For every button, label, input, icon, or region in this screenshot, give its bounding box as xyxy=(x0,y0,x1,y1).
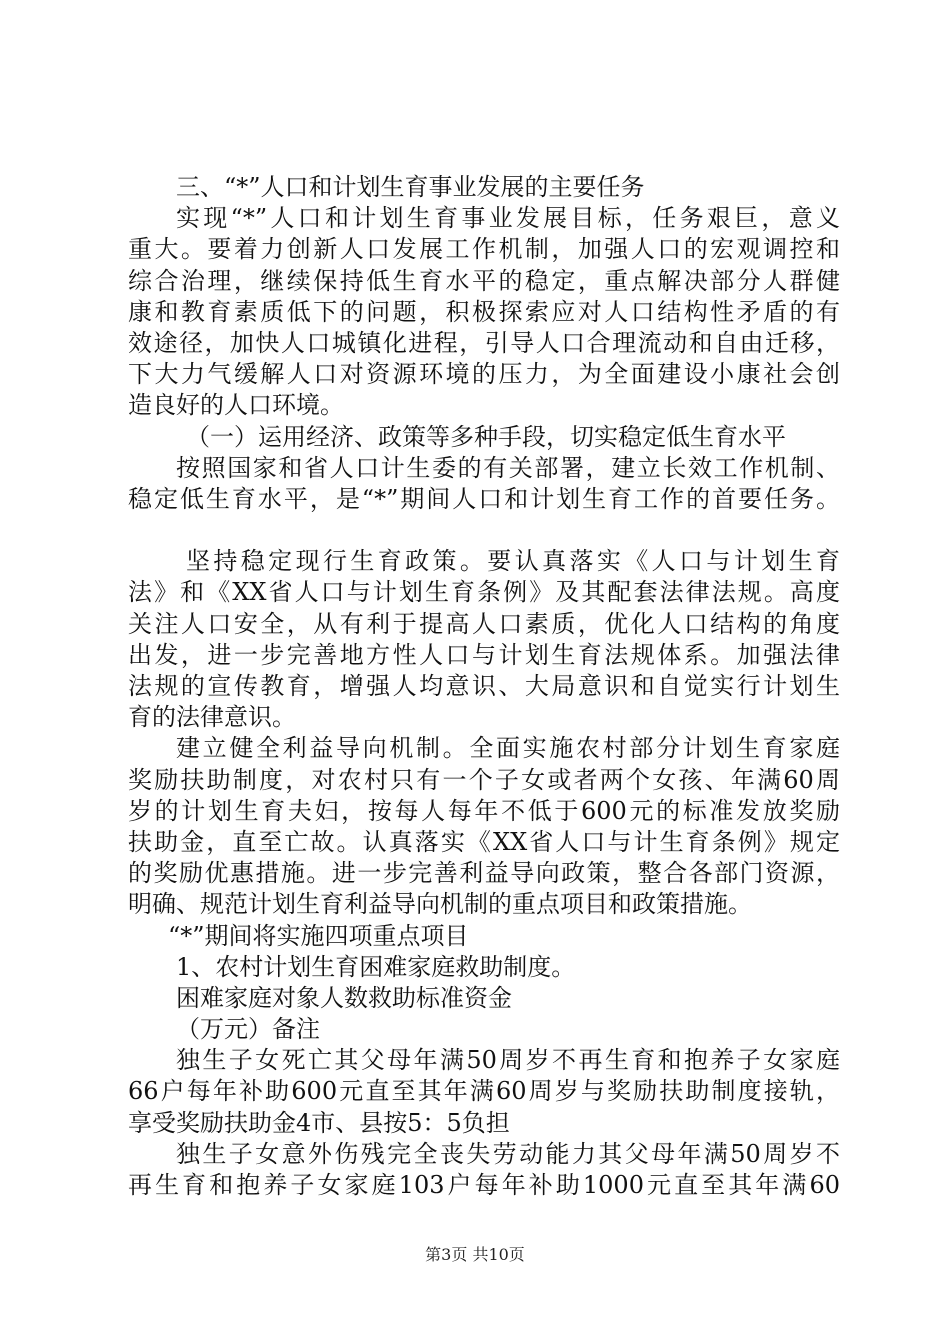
paragraph-line: 奖励扶助制度，对农村只有一个子女或者两个女孩、年满60周 xyxy=(128,765,840,794)
paragraph-line: 稳定低生育水平，是“*”期间人口和计划生育工作的首要任务。 xyxy=(128,484,840,513)
paragraph-line: 育的法律意识。 xyxy=(128,703,296,732)
table-row-text: 66户每年补助600元直至其年满60周岁与奖励扶助制度接轨， xyxy=(128,1077,840,1106)
list-item: 1、农村计划生育困难家庭救助制度。 xyxy=(176,952,576,981)
table-row-text: 独生子女意外伤残完全丧失劳动能力其父母年满50周岁不 xyxy=(176,1139,840,1168)
paragraph-line: 关注人口安全，从有利于提高人口素质，优化人口结构的角度 xyxy=(128,609,840,638)
paragraph-line: 康和教育素质低下的问题，积极探索应对人口结构性矛盾的有 xyxy=(128,297,840,326)
subsection-heading: （一）运用经济、政策等多种手段，切实稳定低生育水平 xyxy=(186,422,786,451)
paragraph-line: 法》和《XX省人口与计划生育条例》及其配套法律法规。高度 xyxy=(128,578,840,607)
paragraph-line: 的奖励优惠措施。进一步完善利益导向政策，整合各部门资源， xyxy=(128,859,840,888)
paragraph-line: 综合治理，继续保持低生育水平的稳定，重点解决部分人群健 xyxy=(128,266,840,295)
paragraph-line: 岁的计划生育夫妇，按每人每年不低于600元的标准发放奖励 xyxy=(128,796,840,825)
page-footer: 第3页 共10页 xyxy=(425,1245,525,1264)
table-row-text: 独生子女死亡其父母年满50周岁不再生育和抱养子女家庭 xyxy=(176,1046,840,1075)
paragraph-line: 造良好的人口环境。 xyxy=(128,391,344,420)
paragraph-line: 建立健全利益导向机制。全面实施农村部分计划生育家庭 xyxy=(176,734,840,763)
table-header-text: （万元）备注 xyxy=(176,1015,320,1044)
paragraph-line: 按照国家和省人口计生委的有关部署，建立长效工作机制、 xyxy=(176,453,840,482)
paragraph-line: 扶助金，直至亡故。认真落实《XX省人口与计生育条例》规定 xyxy=(128,827,840,856)
paragraph-line: 明确、规范计划生育利益导向机制的重点项目和政策措施。 xyxy=(128,890,752,919)
paragraph-line: 坚持稳定现行生育政策。要认真落实《人口与计划生育 xyxy=(186,547,840,576)
paragraph-line: 出发，进一步完善地方性人口与计划生育法规体系。加强法律 xyxy=(128,640,840,669)
table-header-text: 困难家庭对象人数救助标准资金 xyxy=(176,983,512,1012)
section-heading: 三、“*”人口和计划生育事业发展的主要任务 xyxy=(176,173,645,201)
paragraph-line: “*”期间将实施四项重点项目 xyxy=(168,921,469,950)
paragraph-line: 效途径，加快人口城镇化进程，引导人口合理流动和自由迁移， xyxy=(128,328,840,357)
paragraph-line: 实现“*”人口和计划生育事业发展目标，任务艰巨，意义 xyxy=(176,204,840,233)
table-row-text: 享受奖励扶助金4市、县按5：5负担 xyxy=(128,1108,510,1137)
paragraph-line: 下大力气缓解人口对资源环境的压力，为全面建设小康社会创 xyxy=(128,360,840,389)
blank-line xyxy=(128,515,840,546)
paragraph-line: 重大。要着力创新人口发展工作机制，加强人口的宏观调控和 xyxy=(128,235,840,264)
paragraph-line: 法规的宣传教育，增强人均意识、大局意识和自觉实行计划生 xyxy=(128,672,840,700)
table-row-text: 再生育和抱养子女家庭103户每年补助1000元直至其年满60 xyxy=(128,1171,840,1199)
document-body xyxy=(128,172,840,1201)
